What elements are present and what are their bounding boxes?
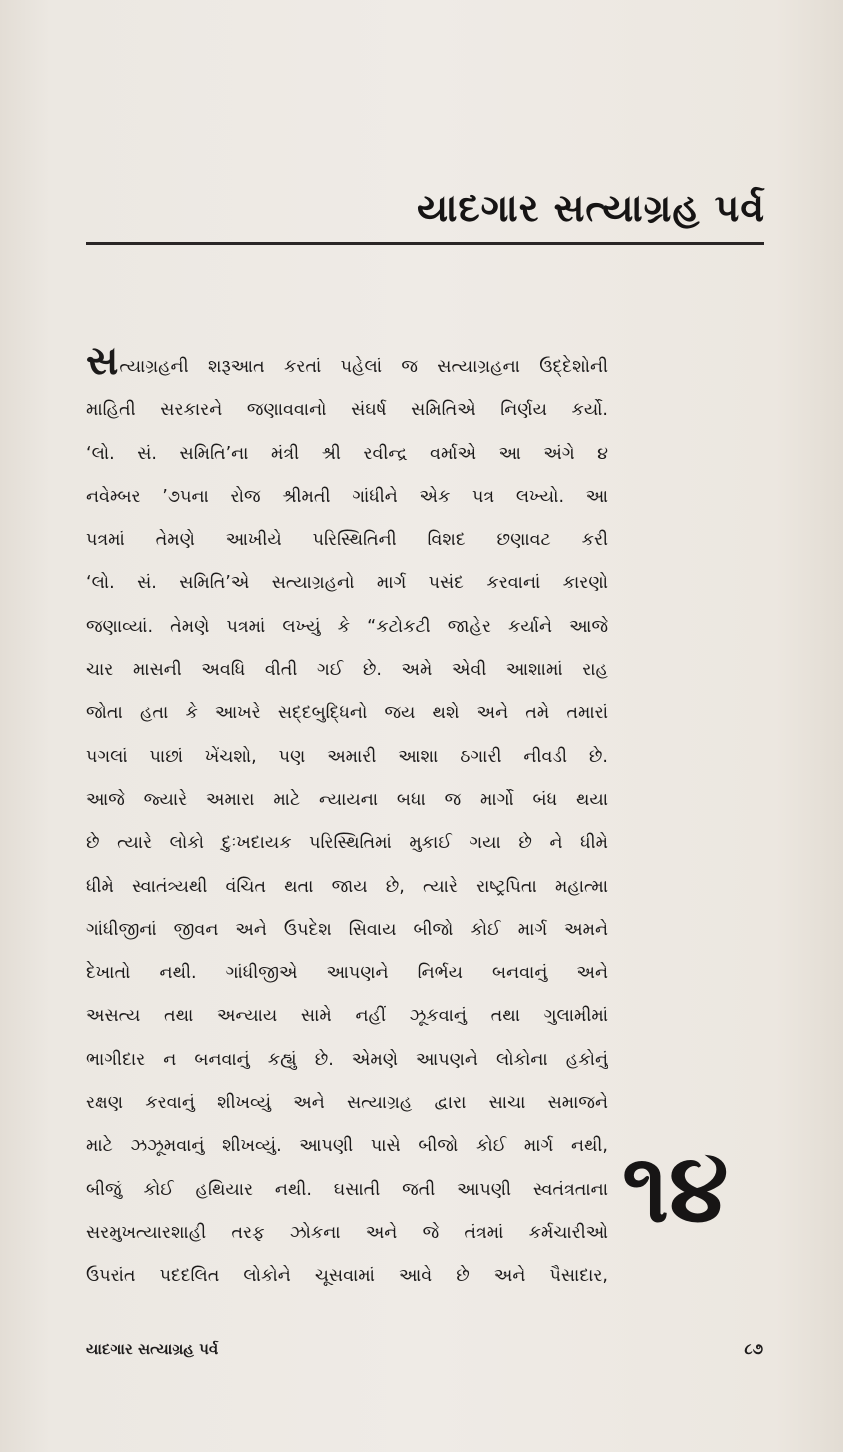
body-line: પગલાં પાછાં ખેંચશો, પણ અમારી આશા ઠગારી નીવડી છે. (86, 746, 608, 767)
running-footer-title: યાદગાર સત્યાગ્રહ પર્વ (86, 1340, 219, 1358)
body-line: જણાવ્યાં. તેમણે પત્રમાં લખ્યું કે “કટોકટી જાહેર કર્યાને આજે (86, 616, 608, 637)
body-line-1 (86, 346, 608, 389)
body-line: માહિતી સરકારને જણાવવાનો સંઘર્ષ સમિતિએ નિર્ણય કર્યો. (86, 400, 608, 421)
body-line: ધીમે સ્વાતંત્ર્યથી વંચિત થતા જાય છે, ત્યારે રાષ્ટ્રપિતા મહાત્મા (86, 876, 608, 897)
body-line: પત્રમાં તેમણે આખીયે પરિસ્થિતિની વિશદ છણાવટ કરી (86, 530, 608, 551)
body-line: માટે ઝઝૂમવાનું શીખવ્યું. આપણી પાસે બીજો કોઈ માર્ગ નથી, (86, 1136, 608, 1157)
chapter-title: યાદગાર સત્યાગ્રહ પર્વ (416, 186, 765, 230)
body-line-1-text: ત્યાગ્રહની શરૂઆત કરતાં પહેલાં જ સત્યાગ્રહના ઉદ્દેશોની (119, 357, 608, 377)
page-number: ૮૭ (744, 1340, 763, 1358)
body-line: ‘લો. સં. સમિતિ’ના મંત્રી શ્રી રવીન્દ્ર વર્માએ આ અંગે ૪ (86, 443, 608, 464)
body-line: છે ત્યારે લોકો દુઃખદાયક પરિસ્થિતિમાં મુકાઈ ગયા છે ને ધીમે (86, 833, 608, 854)
body-line: જોતા હતા કે આખરે સદ્દબુદ્ધિનો જય થશે અને તમે તમારાં (86, 703, 608, 724)
body-line: ઉપરાંત પદદલિત લોકોને ચૂસવામાં આવે છે અને પૈસાદાર, (86, 1266, 608, 1287)
chapter-number: ૧૪ (622, 1132, 729, 1244)
body-line: ભાગીદાર ન બનવાનું કહ્યું છે. એમણે આપણને લોકોના હકોનું (86, 1049, 608, 1070)
body-line: દેખાતો નથી. ગાંધીજીએ આપણને નિર્ભય બનવાનું અને (86, 963, 608, 984)
body-line: રક્ષણ કરવાનું શીખવ્યું અને સત્યાગ્રહ દ્વારા સાચા સમાજને (86, 1093, 608, 1114)
body-line: આજે જ્યારે અમારા માટે ન્યાયના બધા જ માર્ગો બંધ થયા (86, 789, 608, 810)
body-line: ગાંધીજીનાં જીવન અને ઉપદેશ સિવાય બીજો કોઈ માર્ગ અમને (86, 919, 608, 940)
body-line: અસત્ય તથા અન્યાય સામે નહીં ઝૂકવાનું તથા ગુલામીમાં (86, 1006, 608, 1027)
chapter-body-text (86, 346, 608, 1299)
body-line: નવેમ્બર ’૭૫ના રોજ શ્રીમતી ગાંધીને એક પત્ર લખ્યો. આ (86, 486, 608, 507)
body-line: ચાર માસની અવધિ વીતી ગઈ છે. અમે એવી આશામાં રાહ (86, 660, 608, 681)
body-line: બીજું કોઈ હથિયાર નથી. ઘસાતી જતી આપણી સ્વતંત્રતાના (86, 1179, 608, 1200)
title-underline-rule (86, 242, 764, 245)
body-line: સરમુખત્યારશાહી તરફ ઝોકના અને જે તંત્રમાં કર્મચારીઓ (86, 1222, 608, 1243)
body-line: ‘લો. સં. સમિતિ’એ સત્યાગ્રહનો માર્ગ પસંદ કરવાનાં કારણો (86, 573, 608, 594)
drop-cap: સ (86, 346, 119, 384)
